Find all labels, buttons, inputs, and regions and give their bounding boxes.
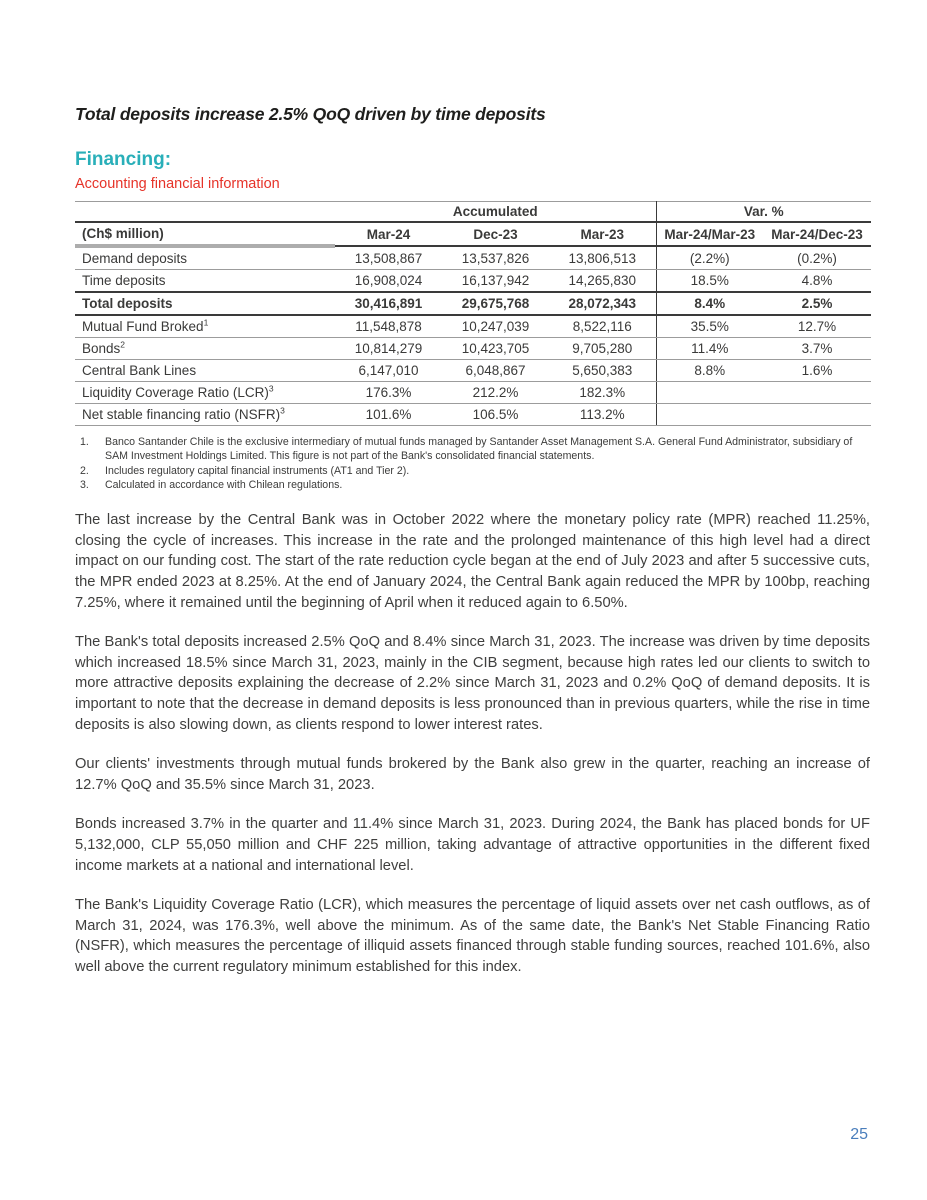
table-cell: 13,537,826: [442, 246, 549, 270]
table-cell: 182.3%: [549, 382, 656, 404]
table-cell: 14,265,830: [549, 270, 656, 293]
table-cell: 30,416,891: [335, 292, 442, 315]
table-cell: (0.2%): [763, 246, 871, 270]
table-cell: 10,247,039: [442, 315, 549, 338]
table-cell: 9,705,280: [549, 338, 656, 360]
footnote-2: [75, 465, 870, 479]
column-header-var-qoq: Mar-24/Dec-23: [763, 222, 871, 246]
section-heading-financing: Financing:: [75, 149, 172, 170]
table-cell: 113.2%: [549, 404, 656, 426]
body-text: [75, 510, 870, 977]
table-cell: [656, 382, 763, 404]
table-row-central-bank-lines: [75, 360, 871, 382]
table-row-bonds: [75, 338, 871, 360]
column-header-var-yoy: Mar-24/Mar-23: [656, 222, 763, 246]
table-cell: 11,548,878: [335, 315, 442, 338]
column-header-mar23: Mar-23: [549, 222, 656, 246]
row-label: Net stable financing ratio (NSFR)$^3$: [75, 404, 335, 426]
footnote-text: Calculated in accordance with Chilean regulations.: [105, 479, 343, 492]
row-label: Total deposits: [75, 292, 335, 315]
footnote-text: Banco Santander Chile is the exclusive intermediary of mutual funds managed by Santander Asset Management S.A. General Fund Administrator, subsidiary of SAM Investment Holdings Limited. This figure is not part of the Bank's consolidated financial statements.: [105, 436, 853, 462]
table-cell: 101.6%: [335, 404, 442, 426]
row-label: Liquidity Coverage Ratio (LCR)$^3$: [75, 382, 335, 404]
table-cell: 212.2%: [442, 382, 549, 404]
table-cell: 13,806,513: [549, 246, 656, 270]
group-header-accumulated: Accumulated: [335, 202, 656, 223]
table-cell: 8,522,116: [549, 315, 656, 338]
row-label: Bonds$^2$: [75, 338, 335, 360]
row-label: Time deposits: [75, 270, 335, 293]
paragraph-total-deposits: The Bank's total deposits increased 2.5% QoQ and 8.4% since March 31, 2023. The increase was driven by time deposits which increased 18.5% since March 31, 2023, mainly in the CIB segment, because high rates led our clients to switch to more attractive deposits explaining the decrease of 2.2% since March 31, 2023 and 0.2% QoQ of demand deposits. It is important to note that the decrease in demand deposits is less pronounced than in previous quarters, while the rise in time deposits is also slowing down, as clients respond to lower interest rates.: [75, 634, 870, 733]
table-cell: (2.2%): [656, 246, 763, 270]
table-cell: [656, 404, 763, 426]
footnote-number: 3.: [80, 479, 89, 492]
section-subheading: Accounting financial information: [75, 176, 280, 192]
table-cell: 10,423,705: [442, 338, 549, 360]
row-label: Central Bank Lines: [75, 360, 335, 382]
table-row-mutual-fund: [75, 315, 871, 338]
footnote-number: 2.: [80, 464, 89, 477]
table-cell: 29,675,768: [442, 292, 549, 315]
paragraph-mpr-history: The last increase by the Central Bank was in October 2022 where the monetary policy rate (MPR) reached 11.25%, closing the cycle of increases. This increase in the rate and the prolonged maintenance of this high level had a direct impact on our funding cost. The start of the rate reduction cycle began at the end of July 2023 and after 5 successive cuts, the MPR ended 2023 at 8.25%. At the end of January 2024, the Central Bank again reduced the MPR by 100bp, reaching 7.25%, where it remained until the beginning of April when it reduced again to 6.50%.: [75, 512, 870, 611]
table-cell: 8.4%: [656, 292, 763, 315]
table-row-time-deposits: [75, 270, 871, 293]
paragraph-bonds: Bonds increased 3.7% in the quarter and 11.4% since March 31, 2023. During 2024, the Bank has placed bonds for UF 5,132,000, CLP 55,050 million and CHF 225 million, taking advantage of attractive opportunities in the different fixed income markets at a national and international level.: [75, 816, 870, 874]
page-title: Total deposits increase 2.5% QoQ driven by time deposits: [75, 104, 546, 124]
table-cell: 8.8%: [656, 360, 763, 382]
table-cell: 106.5%: [442, 404, 549, 426]
table-row-total-deposits: [75, 292, 871, 315]
table-row-lcr: [75, 382, 871, 404]
table-cell: 11.4%: [656, 338, 763, 360]
column-header-mar24: Mar-24: [335, 222, 442, 246]
table-cell: [763, 404, 871, 426]
table-cell: 5,650,383: [549, 360, 656, 382]
financing-table: [75, 201, 871, 426]
row-label: Mutual Fund Broked$^1$: [75, 315, 335, 338]
table-row-nsfr: [75, 404, 871, 426]
paragraph-mutual-funds: Our clients' investments through mutual funds brokered by the Bank also grew in the quarter, reaching an increase of 12.7% QoQ and 35.5% since March 31, 2023.: [75, 756, 870, 793]
table-cell: 3.7%: [763, 338, 871, 360]
table-cell: 28,072,343: [549, 292, 656, 315]
table-cell: [763, 382, 871, 404]
table-cell: 16,908,024: [335, 270, 442, 293]
paragraph-lcr-nsfr: The Bank's Liquidity Coverage Ratio (LCR), which measures the percentage of liquid assets over net cash outflows, as of March 31, 2024, was 176.3%, well above the minimum. As of the same date, the Bank's Net Stable Financing Ratio (NSFR), which measures the percentage of illiquid assets financed through stable funding sources, reached 101.6%, also well above the current regulatory minimum established for this index.: [75, 897, 870, 975]
table-cell: 2.5%: [763, 292, 871, 315]
table-cell: 1.6%: [763, 360, 871, 382]
table-cell: 12.7%: [763, 315, 871, 338]
table-cell: 6,147,010: [335, 360, 442, 382]
table-cell: 16,137,942: [442, 270, 549, 293]
column-header-dec23: Dec-23: [442, 222, 549, 246]
footnote-number: 1.: [80, 436, 89, 448]
column-header-unit: (Ch$ million): [75, 222, 335, 246]
table-cell: 4.8%: [763, 270, 871, 293]
table-group-header-row: [75, 202, 871, 223]
table-cell: 10,814,279: [335, 338, 442, 360]
table-row-demand-deposits: [75, 246, 871, 270]
group-header-spacer: [75, 202, 335, 223]
footnote-text: Includes regulatory capital financial instruments (AT1 and Tier 2).: [105, 464, 410, 477]
footnote-3: [75, 479, 870, 493]
table-cell: 35.5%: [656, 315, 763, 338]
table-cell: 6,048,867: [442, 360, 549, 382]
table-cell: 13,508,867: [335, 246, 442, 270]
page-number: 25: [850, 1126, 868, 1143]
group-header-var: Var. %: [656, 202, 871, 223]
table-column-header-row: [75, 222, 871, 246]
table-cell: 18.5%: [656, 270, 763, 293]
table-cell: 176.3%: [335, 382, 442, 404]
table-footnotes: [75, 436, 870, 493]
footnote-1: [75, 436, 870, 464]
row-label: Demand deposits: [75, 246, 335, 270]
